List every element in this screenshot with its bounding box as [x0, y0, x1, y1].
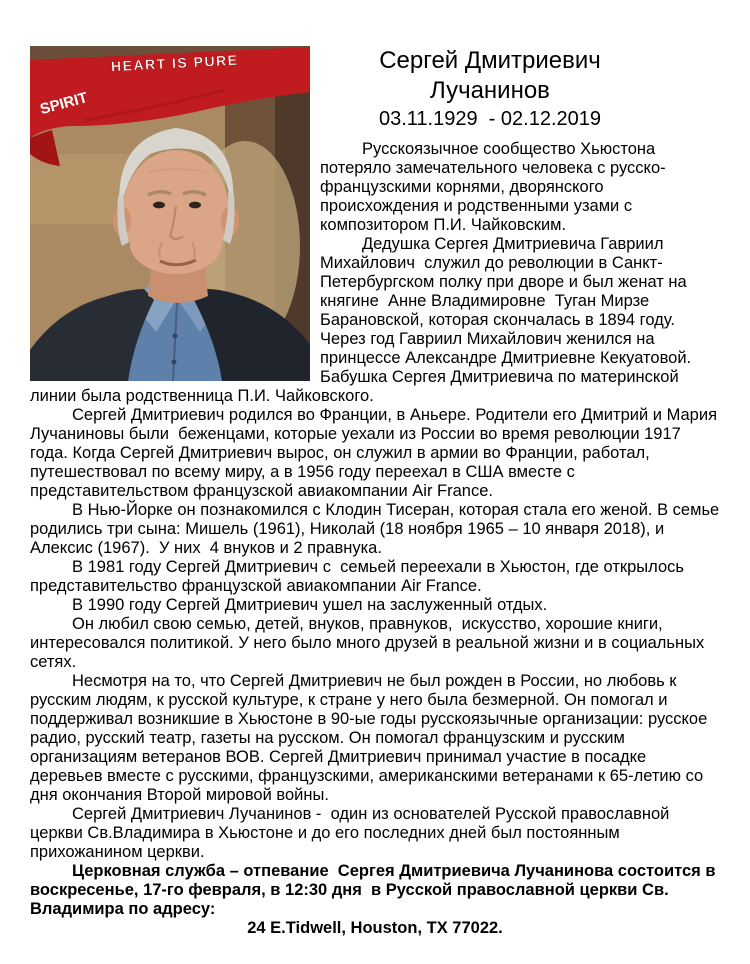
eye-left — [153, 202, 165, 209]
paragraph: Русскоязычное сообщество Хьюстона потеряло замечательного человека с русско-французскими корнями, дворянского происхождения и родственными узами с композитором П.И. Чайковским. — [320, 140, 666, 234]
portrait-illustration — [30, 46, 310, 381]
paragraph: В 1981 году Сергей Дмитриевич с семьей переехали в Хьюстон, где открылось представительство французской авиакомпании Air France. — [30, 558, 689, 595]
service-address: 24 E.Tidwell, Houston, TX 77022. — [247, 919, 503, 937]
portrait-photo — [30, 46, 310, 381]
service-announcement: Церковная служба – отпевание Сергея Дмитриевича Лучанинова состоится в воскресенье, 17-го февраля, в 12:30 дня в Русской православной церкви Св. Владимира по адресу: — [30, 862, 721, 918]
banner-heart-is-pure-text: HEART IS PURE — [110, 51, 239, 75]
paragraph: Сергей Дмитриевич родился во Франции, в Аньере. Родители его Дмитрий и Мария Лучаниновы были беженцами, которые уехали из России во время революции 1917 года. Когда Сергей Дмитриевич вырос, он служил в армии во Франции, работал, путешествовал по всему миру, а в 1956 году переехал в США вместе с представительством французской авиакомпании Air France. — [30, 406, 722, 500]
paragraph: Дедушка Сергея Дмитриевича Гавриил Михайлович служил до революции в Санкт-Петербургском полку при дворе и был женат на княгине Анне Владимировне Туган Мирзе Барановской, которая скончалась в 1894 году. Через год Гавриил Михайлович женился на принцессе Александре Дмитриевне Кекуатовой. Бабушка Сергея Дмитриевича по материнской линии была родственница П.И. Чайковского. — [30, 235, 701, 405]
eye-right — [189, 202, 201, 209]
paragraph: Он любил свою семью, детей, внуков, правнуков, искусство, хорошие книги, интересовался политикой. У него было много друзей в реальной жизни и в социальных сетях. — [30, 615, 709, 671]
paragraph: В 1990 году Сергей Дмитриевич ушел на заслуженный отдых. — [72, 596, 548, 614]
paragraph: Сергей Дмитриевич Лучанинов - один из основателей Русской православной церкви Св.Владимира в Хьюстоне и до его последних дней был постоянным прихожанином церкви. — [30, 805, 674, 861]
life-dates: 03.11.1929 - 02.12.2019 — [378, 108, 602, 130]
banner-spirit-text: SPIRIT — [38, 89, 90, 119]
paragraph: Несмотря на то, что Сергей Дмитриевич не был рожден в России, но любовь к русским людям, к русской культуре, к стране у него была безмерной. Он помогал и поддерживал возникшие в Хьюстоне в 90-ые годы русскоязычные организации: русское радио, русский театр, газеты на русском. Он помогал французским и русским организациям ветеранов ВОВ. Сергей Дмитриевич принимал участие в посадке деревьев вместе с русскими, французскими, американскими ветеранами к 65-летию со дня окончания Второй мировой войны. — [30, 672, 712, 804]
page-title: Сергей Дмитриевич Лучанинов — [379, 47, 601, 104]
paragraph: В Нью-Йорке он познакомился с Клодин Тисеран, которая стала его женой. В семье родились три сына: Мишель (1961), Николай (18 ноября 1965 – 10 января 2018), и Алексис (1967). У них 4 внуков и 2 правнука. — [30, 501, 724, 557]
